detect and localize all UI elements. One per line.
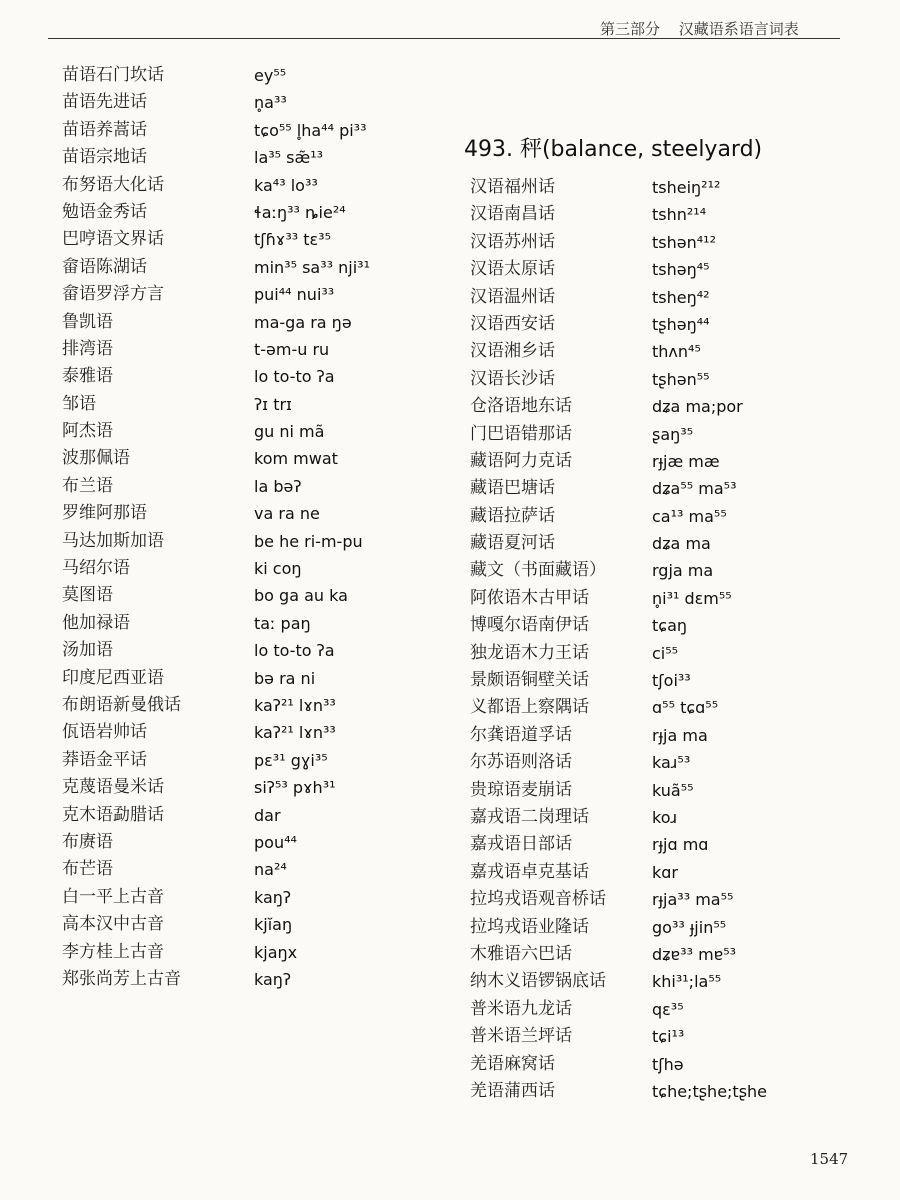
word-form: dʑa ma [652, 534, 711, 554]
word-form: tɕhe;tʂhe;tʂhe [652, 1081, 768, 1101]
word-row [62, 89, 452, 116]
word-form: koɹ [652, 807, 678, 827]
word-row [62, 144, 452, 171]
language-name: 布赓语 [62, 831, 113, 852]
word-form: ey⁵⁵ [254, 66, 287, 85]
word-form: ʔɪ trɪ [254, 394, 292, 414]
word-form: ɑ⁵⁵ tɕɑ⁵⁵ [652, 698, 719, 718]
language-name: 莽语金平话 [62, 749, 147, 770]
language-name: 阿杰语 [62, 421, 113, 442]
page-number: 1547 [810, 1150, 849, 1168]
language-name: 白一平上古音 [62, 886, 164, 907]
word-form: la³⁵ sæ̃¹³ [254, 148, 324, 168]
word-row [470, 201, 870, 228]
language-name: 羌语蒲西话 [470, 1080, 555, 1101]
header-title: 汉藏语系语言词表 [678, 20, 799, 38]
word-form: go³³ ɟjin⁵⁵ [652, 917, 727, 937]
word-form: rgja ma [652, 561, 714, 581]
word-row [62, 473, 452, 500]
language-name: 印度尼西亚语 [62, 667, 164, 688]
word-form: thʌn⁴⁵ [652, 342, 701, 362]
word-row [62, 226, 452, 253]
word-form: rɟja³³ ma⁵⁵ [652, 890, 734, 910]
language-name: 汉语长沙话 [470, 368, 555, 389]
word-form: tɕo⁵⁵ l̥ha⁴⁴ pi³³ [254, 120, 367, 140]
language-name: 门巴语错那话 [470, 423, 572, 444]
language-name: 藏语拉萨话 [470, 505, 555, 526]
language-name: 郑张尚芳上古音 [62, 968, 181, 989]
word-row [62, 692, 452, 719]
language-name: 拉坞戎语观音桥话 [470, 889, 606, 910]
language-name: 阿侬语木古甲话 [470, 587, 589, 608]
language-name: 李方桂上古音 [62, 941, 164, 962]
word-form: rɟja ma [652, 725, 708, 745]
word-form: la bəʔ [254, 476, 302, 496]
language-name: 莫图语 [62, 585, 113, 606]
word-row [470, 804, 870, 831]
language-name: 勉语金秀话 [62, 201, 147, 222]
word-row [470, 311, 870, 338]
word-row [62, 856, 452, 883]
word-form: n̥a³³ [254, 93, 287, 113]
word-row [62, 555, 452, 582]
word-form: n̥i³¹ dɛm⁵⁵ [652, 588, 732, 608]
word-row [470, 1051, 870, 1078]
language-name: 克蔑语曼米话 [62, 777, 164, 798]
word-row [470, 475, 870, 502]
word-row [62, 610, 452, 637]
word-form: kaŋʔ [254, 969, 292, 989]
word-form: ca¹³ ma⁵⁵ [652, 506, 727, 526]
language-name: 普米语兰坪话 [470, 1026, 572, 1047]
word-form: tʃoi³³ [652, 671, 691, 691]
word-form: dar [254, 805, 281, 825]
running-head [600, 18, 799, 39]
header-section: 第三部分 [600, 20, 661, 38]
word-row [470, 338, 870, 365]
word-form: kjĭaŋ [254, 915, 293, 935]
word-row [470, 503, 870, 530]
language-name: 布兰语 [62, 475, 113, 496]
language-name: 嘉戎语日部话 [470, 834, 572, 855]
language-name: 马达加斯加语 [62, 530, 164, 551]
language-name: 畲语陈湖话 [62, 256, 147, 277]
word-form: tshəŋ⁴⁵ [652, 260, 710, 280]
word-form: tʃɦɤ³³ tɛ³⁵ [254, 230, 331, 250]
language-name: 巴哼语文界话 [62, 229, 164, 250]
language-name: 尔龚语道孚话 [470, 724, 572, 745]
word-row [470, 968, 870, 995]
word-row [62, 939, 452, 966]
header-rule [48, 38, 840, 39]
language-name: 布芒语 [62, 859, 113, 880]
word-row [62, 172, 452, 199]
word-row [62, 829, 452, 856]
word-row [62, 637, 452, 664]
language-name: 嘉戎语卓克基话 [470, 861, 589, 882]
word-form: ka⁴³ lo³³ [254, 175, 318, 195]
language-name: 他加禄语 [62, 612, 130, 633]
word-row [470, 777, 870, 804]
right-column [470, 174, 870, 1105]
word-form: ʂaŋ³⁵ [652, 424, 694, 444]
language-name: 独龙语木力王话 [470, 642, 589, 663]
language-name: 鲁凯语 [62, 311, 113, 332]
word-row [62, 309, 452, 336]
language-name: 拉坞戎语业隆话 [470, 916, 589, 937]
language-name: 普米语九龙话 [470, 998, 572, 1019]
language-name: 罗维阿那语 [62, 503, 147, 524]
language-name: 嘉戎语二岗理话 [470, 806, 589, 827]
language-name: 畲语罗浮方言 [62, 284, 164, 305]
word-form: ma-ga ra ŋə [254, 312, 352, 332]
language-name: 泰雅语 [62, 366, 113, 387]
word-row [62, 747, 452, 774]
language-name: 木雅语六巴话 [470, 943, 572, 964]
word-row [470, 640, 870, 667]
word-form: pou⁴⁴ [254, 832, 297, 852]
language-name: 苗语先进话 [62, 92, 147, 113]
word-row [62, 665, 452, 692]
word-form: rɟjæ mæ [652, 451, 720, 471]
word-row [470, 914, 870, 941]
word-row [62, 500, 452, 527]
word-row [470, 941, 870, 968]
left-column [62, 62, 452, 993]
language-name: 景颇语铜壁关话 [470, 670, 589, 691]
language-name: 藏语阿力克话 [470, 450, 572, 471]
word-row [62, 363, 452, 390]
language-name: 义都语上察隅话 [470, 697, 589, 718]
word-form: kɑr [652, 862, 678, 882]
word-form: pui⁴⁴ nui³³ [254, 285, 335, 305]
word-row [62, 62, 452, 89]
language-name: 苗语石门坎话 [62, 65, 164, 85]
language-name: 仓洛语地东话 [470, 396, 572, 417]
word-row [470, 612, 870, 639]
word-form: ki coŋ [254, 559, 302, 579]
word-form: tshən⁴¹² [652, 232, 716, 252]
word-row [62, 418, 452, 445]
word-form: khi³¹;la⁵⁵ [652, 972, 722, 992]
word-row [62, 445, 452, 472]
word-row [470, 284, 870, 311]
word-row [62, 966, 452, 993]
word-form: kaʔ²¹ lɤn³³ [254, 723, 336, 743]
word-row [470, 421, 870, 448]
word-form: be he ri-m-pu [254, 531, 363, 551]
language-name: 汉语西安话 [470, 313, 555, 334]
word-form: tɕi¹³ [652, 1027, 685, 1047]
word-form: pɛ³¹ gɣi³⁵ [254, 750, 328, 770]
word-row [470, 393, 870, 420]
word-form: ɬaːŋ³³ ȵie²⁴ [254, 202, 346, 222]
word-form: va ra ne [254, 504, 320, 524]
word-row [470, 722, 870, 749]
word-form: kjaŋx [254, 942, 298, 962]
language-name: 马绍尔语 [62, 558, 130, 579]
word-form: dʑɐ³³ mɐ⁵³ [652, 944, 737, 964]
word-row [470, 694, 870, 721]
word-row [62, 336, 452, 363]
word-row [470, 530, 870, 557]
word-form: dʑa⁵⁵ ma⁵³ [652, 479, 737, 499]
language-name: 克木语勐腊话 [62, 804, 164, 825]
word-row [62, 281, 452, 308]
word-row [62, 117, 452, 144]
word-form: gu ni mã [254, 422, 325, 442]
language-name: 羌语麻窝话 [470, 1053, 555, 1074]
language-name: 汉语温州话 [470, 286, 555, 307]
language-name: 佤语岩帅话 [62, 722, 147, 743]
language-name: 排湾语 [62, 338, 113, 359]
language-name: 汉语福州话 [470, 177, 555, 197]
word-form: taː paŋ [254, 613, 311, 633]
language-name: 汉语苏州话 [470, 231, 555, 252]
language-name: 高本汉中古音 [62, 914, 164, 935]
word-form: na²⁴ [254, 860, 287, 880]
word-form: kom mwat [254, 449, 338, 469]
language-name: 汉语太原话 [470, 259, 555, 280]
language-name: 苗语养蒿话 [62, 119, 147, 140]
word-form: tsheŋ⁴² [652, 287, 710, 307]
word-row [62, 911, 452, 938]
language-name: 汤加语 [62, 640, 113, 661]
word-row [470, 448, 870, 475]
word-row [62, 582, 452, 609]
word-row [62, 774, 452, 801]
language-name: 藏文（书面藏语） [470, 560, 606, 581]
word-form: tsheiŋ²¹² [652, 178, 721, 197]
word-form: tshn²¹⁴ [652, 205, 707, 225]
word-form: kuã⁵⁵ [652, 780, 694, 800]
word-form: bə ra ni [254, 668, 316, 688]
language-name: 布努语大化话 [62, 174, 164, 195]
word-row [62, 802, 452, 829]
word-form: kaʔ²¹ lɤn³³ [254, 695, 336, 715]
word-form: rɟjɑ mɑ [652, 835, 709, 855]
word-row [62, 199, 452, 226]
word-form: lo to-to ʔa [254, 367, 335, 387]
word-row [470, 557, 870, 584]
word-row [470, 366, 870, 393]
word-row [470, 1023, 870, 1050]
word-row [470, 859, 870, 886]
word-form: lo to-to ʔa [254, 641, 335, 661]
word-form: qɛ³⁵ [652, 999, 684, 1019]
language-name: 汉语湘乡话 [470, 341, 555, 362]
word-row [470, 667, 870, 694]
word-form: min³⁵ sa³³ nji³¹ [254, 257, 370, 277]
word-row [470, 749, 870, 776]
language-name: 纳木义语锣锅底话 [470, 971, 606, 992]
word-row [470, 1078, 870, 1105]
word-row [470, 831, 870, 858]
language-name: 藏语夏河话 [470, 533, 555, 554]
word-form: bo ga au ka [254, 586, 348, 606]
word-row [62, 528, 452, 555]
word-form: tʂhən⁵⁵ [652, 369, 710, 389]
word-form: t-əm-u ru [254, 339, 330, 359]
word-form: dʑa ma;por [652, 397, 743, 417]
word-form: ci⁵⁵ [652, 643, 679, 663]
language-name: 布朗语新曼俄话 [62, 694, 181, 715]
word-form: kaŋʔ [254, 887, 292, 907]
word-row [470, 174, 870, 201]
word-form: kaɹ⁵³ [652, 753, 691, 773]
word-form: tʂhəŋ⁴⁴ [652, 314, 710, 334]
language-name: 汉语南昌话 [470, 204, 555, 225]
word-row [470, 886, 870, 913]
word-row [62, 884, 452, 911]
word-form: siʔ⁵³ pɤh³¹ [254, 778, 336, 798]
entry-title: 493. 秤(balance, steelyard) [464, 137, 763, 162]
word-row [470, 996, 870, 1023]
word-row [470, 256, 870, 283]
word-row [470, 229, 870, 256]
word-row [62, 719, 452, 746]
word-row [470, 585, 870, 612]
word-form: tɕaŋ [652, 616, 688, 636]
language-name: 藏语巴塘话 [470, 478, 555, 499]
word-row [62, 254, 452, 281]
word-form: tʃhə [652, 1054, 684, 1074]
language-name: 苗语宗地话 [62, 147, 147, 168]
language-name: 波那佩语 [62, 448, 130, 469]
language-name: 邹语 [62, 393, 96, 414]
language-name: 博嘎尔语南伊话 [470, 615, 589, 636]
language-name: 尔苏语则洛话 [470, 752, 572, 773]
language-name: 贵琼语麦崩话 [470, 779, 572, 800]
word-row [62, 391, 452, 418]
